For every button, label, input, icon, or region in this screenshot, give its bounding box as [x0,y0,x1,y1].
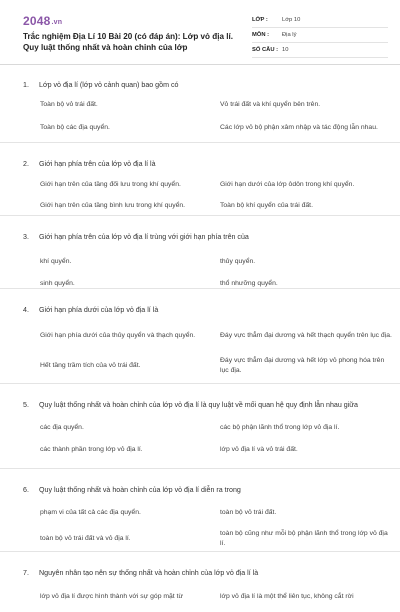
meta-label: MÔN : [252,32,270,38]
answer-option[interactable]: Đáy vực thẳm đại dương và hết thạch quyển trên lục địa. [220,332,392,339]
question-1 [0,64,400,143]
answer-option[interactable]: toàn bộ vỏ trái đất. [220,509,277,516]
answer-option[interactable]: toàn bộ vỏ trái đất và vỏ địa lí. [40,535,131,542]
answer-option[interactable]: Các lớp vỏ bộ phận xâm nhập và tác động lẫn nhau. [220,124,378,131]
answer-options [0,93,400,139]
answer-option[interactable]: lớp vỏ địa lí được hình thành với sự góp mặt từ [40,593,184,600]
question-number: 5. [23,401,29,409]
quiz-meta [252,13,388,58]
question-number: 4. [23,306,29,314]
answer-option[interactable]: phạm vi của tất cả các địa quyển. [40,509,141,516]
answer-option[interactable]: lớp vỏ địa lí là một thể liên tục, không cắt rời [220,593,354,600]
answer-option[interactable]: Đáy vực thẳm đại dương và hết lớp vỏ phong hóa trên lục địa. [220,357,385,374]
answer-option[interactable]: Toàn bộ vỏ trái đất. [40,101,98,108]
question-6 [0,469,400,552]
question-text: Quy luật thống nhất và hoàn chỉnh của lớp vỏ địa lí diễn ra trong [39,486,241,494]
meta-row-class [252,13,388,28]
answer-option[interactable]: Giới hạn dưới của lớp ôdôn trong khí quyển. [220,181,355,188]
question-stem [0,469,400,496]
question-text: Nguyên nhân tạo nên sự thống nhất và hoàn chỉnh của lớp vỏ địa lí là [39,569,259,577]
question-5 [0,384,400,469]
question-list [0,64,400,612]
meta-row-count [252,43,388,58]
question-number: 6. [23,486,29,494]
answer-option[interactable]: Giới hạn phía dưới của thủy quyển và thạch quyển. [40,332,196,339]
meta-value: Địa lý [282,32,297,38]
answer-option[interactable]: Toàn bộ khí quyển của trái đất. [220,202,313,209]
answer-options [0,417,400,461]
answer-option[interactable]: thổ nhưỡng quyển. [220,280,278,287]
answer-option[interactable]: Giới hạn trên của tầng đối lưu trong khí quyển. [40,181,181,188]
answer-option[interactable]: thủy quyển. [220,258,256,265]
question-text: Giới hạn phía dưới của lớp vỏ địa lí là [39,306,159,314]
question-7 [0,552,400,612]
answer-option[interactable]: các thành phần trong lớp vỏ địa lí. [40,446,143,453]
answer-option[interactable]: Hết tầng trầm tích của vỏ trái đất. [40,362,141,369]
question-stem [0,216,400,243]
question-text: Lớp vỏ địa lí (lớp vỏ cảnh quan) bao gồm có [39,81,179,89]
answer-option[interactable]: các địa quyển. [40,424,84,431]
answer-option[interactable]: lớp vỏ địa lí và vỏ trái đất. [220,446,298,453]
question-stem [0,289,400,316]
question-number: 3. [23,233,29,241]
question-3 [0,216,400,289]
site-logo[interactable] [23,14,62,28]
meta-row-subject [252,28,388,43]
answer-options [0,589,400,605]
logo-suffix: .vn [51,19,63,26]
answer-option[interactable]: Vỏ trái đất và khí quyển bên trên. [220,101,321,108]
question-text: Giới hạn phía trên của lớp vỏ địa lí trùng với giới hạn phía trên của [39,233,249,241]
question-text: Giới hạn phía trên của lớp vỏ địa lí là [39,160,156,168]
logo-main: 2048 [23,14,51,28]
meta-value: 10 [282,47,289,53]
answer-option[interactable]: các bộ phận lãnh thổ trong lớp vỏ địa lí. [220,424,340,431]
page-title: Trắc nghiệm Địa Lí 10 Bài 20 (có đáp án): Lớp vỏ địa lí. Quy luật thống nhất và hoàn chỉnh của lớp [23,32,233,52]
meta-label: LỚP : [252,17,268,23]
page-header [0,0,400,65]
answer-options [0,321,400,381]
question-number: 2. [23,160,29,168]
question-2 [0,143,400,216]
meta-value: Lớp 10 [282,17,301,23]
answer-option[interactable]: khí quyển. [40,258,72,265]
answer-option[interactable]: toàn bộ cũng như mỗi bộ phận lãnh thổ trong lớp vỏ địa lí. [220,530,388,547]
question-stem [0,143,400,170]
meta-label: SỐ CÂU : [252,47,279,53]
answer-option[interactable]: Toàn bộ các địa quyển. [40,124,110,131]
answer-options [0,174,400,216]
answer-option[interactable]: sinh quyển. [40,280,75,287]
answer-options [0,502,400,554]
answer-option[interactable]: Giới hạn trên của tầng bình lưu trong khí quyển. [40,202,186,209]
question-stem [0,552,400,579]
question-stem [0,64,400,91]
question-text: Quy luật thống nhất và hoàn chỉnh của lớp vỏ địa lí là quy luật về mối quan hệ quy định lẫn nhau giữa [39,401,358,409]
question-number: 1. [23,81,29,89]
question-stem [0,384,400,411]
question-4 [0,289,400,384]
question-number: 7. [23,569,29,577]
